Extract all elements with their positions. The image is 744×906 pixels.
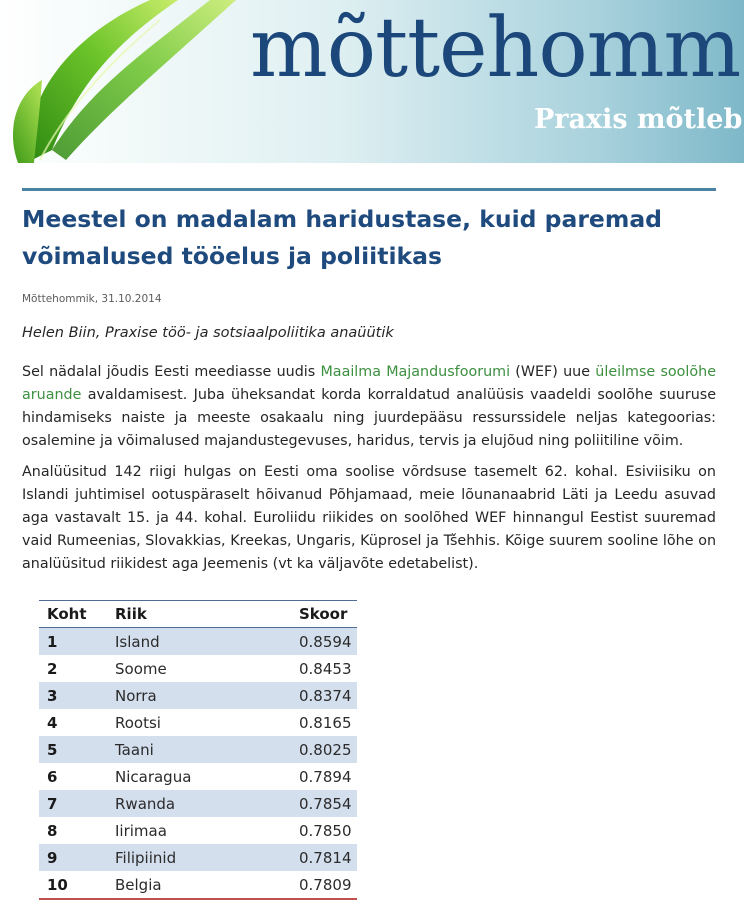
- rank-cell: 3: [47, 686, 58, 705]
- paragraph-text: (WEF) uue: [510, 364, 596, 380]
- article-author: Helen Biin, Praxise töö- ja sotsiaalpoliitika anaüütik: [22, 325, 394, 341]
- score-cell: 0.8453: [299, 659, 352, 678]
- table-row: [39, 736, 357, 763]
- article-title[interactable]: Meestel on madalam haridustase, kuid paremad võimalused tööelus ja poliitikas: [22, 205, 663, 270]
- score-cell: 0.8165: [299, 713, 352, 732]
- divider: [22, 188, 716, 191]
- score-cell: 0.7814: [299, 848, 352, 867]
- table-header-row: [39, 601, 357, 628]
- country-cell: Norra: [115, 686, 157, 705]
- table-row: [39, 790, 357, 817]
- country-cell: Island: [115, 632, 160, 651]
- score-cell: 0.8594: [299, 632, 352, 651]
- site-logo-text[interactable]: mõttehomm: [250, 1, 741, 96]
- rank-cell: 7: [47, 794, 58, 813]
- leaf-logo-icon: [0, 0, 240, 163]
- rank-cell: 8: [47, 821, 58, 840]
- country-cell: Taani: [115, 740, 154, 759]
- score-cell: 0.7894: [299, 767, 352, 786]
- country-cell: Nicaragua: [115, 767, 192, 786]
- rank-cell: 9: [47, 848, 58, 867]
- table-row: [39, 628, 357, 656]
- score-cell: 0.7809: [291, 871, 357, 899]
- wef-link[interactable]: Maailma Majandusfoorumi: [320, 364, 511, 380]
- country-cell: Soome: [115, 659, 167, 678]
- rank-cell: 5: [47, 740, 58, 759]
- paragraph-text: Sel nädalal jõudis Eesti meediasse uudis: [22, 364, 321, 380]
- country-cell: Iirimaa: [115, 821, 167, 840]
- table-row: [39, 763, 357, 790]
- country-cell: Rwanda: [115, 794, 176, 813]
- table-row: [39, 682, 357, 709]
- column-header-rank: Koht: [39, 601, 107, 628]
- column-header-country: Riik: [107, 601, 291, 628]
- table-row: [39, 655, 357, 682]
- country-cell: Rootsi: [115, 713, 161, 732]
- table-row: [39, 871, 357, 899]
- site-banner: [0, 0, 744, 163]
- country-cell: Belgia: [107, 871, 291, 899]
- rank-cell: 10: [39, 871, 107, 899]
- table-row: [39, 844, 357, 871]
- column-header-score: Skoor: [291, 601, 357, 628]
- site-tagline: Praxis mõtleb: [534, 104, 743, 135]
- paragraph-text: avaldamisest. Juba üheksandat korda korraldatud analüüsis vaadeldi soolõhe suuruse hindamiseks naiste ja meeste osakaalu ning juurdepääsu ressurssidele neljas kategoorias: osalemine ja võimalused majandustegevuses, haridus, tervis ja elujõud ning poliitiline võim.: [22, 387, 716, 449]
- table-row: [39, 709, 357, 736]
- country-cell: Filipiinid: [115, 848, 177, 867]
- gender-gap-report-link[interactable]: üleilmse soolõhe aruande: [22, 364, 716, 403]
- score-cell: 0.7850: [299, 821, 352, 840]
- rank-cell: 1: [47, 632, 58, 651]
- rank-cell: 2: [47, 659, 58, 678]
- rank-cell: 4: [47, 713, 58, 732]
- score-cell: 0.8025: [299, 740, 352, 759]
- score-cell: 0.8374: [299, 686, 352, 705]
- table-row: [39, 817, 357, 844]
- paragraph-intro: [22, 361, 716, 453]
- paragraph-ranking: Analüüsitud 142 riigi hulgas on Eesti oma soolise võrdsuse tasemelt 62. kohal. Esiviisiku on Islandi juhtimisel ootuspäraselt hõivanud Põhjamaad, meie lõunanaabrid Läti ja Leedu asuvad aga vastavalt 15. ja 44. kohal. Euroliidu riikides on soolõhed WEF hinnangul Eestist suuremad vaid Rumeenias, Slovakkias, Kreekas, Ungaris, Küprosel ja Tšehhis. Kõige suurem sooline lõhe on analüüsitud riikidest aga Jeemenis (vt ka väljavõte edetabelist).: [22, 464, 716, 572]
- ranking-table: [39, 600, 357, 900]
- score-cell: 0.7854: [299, 794, 352, 813]
- article-meta: Mõttehommik, 31.10.2014: [22, 293, 162, 305]
- rank-cell: 6: [47, 767, 58, 786]
